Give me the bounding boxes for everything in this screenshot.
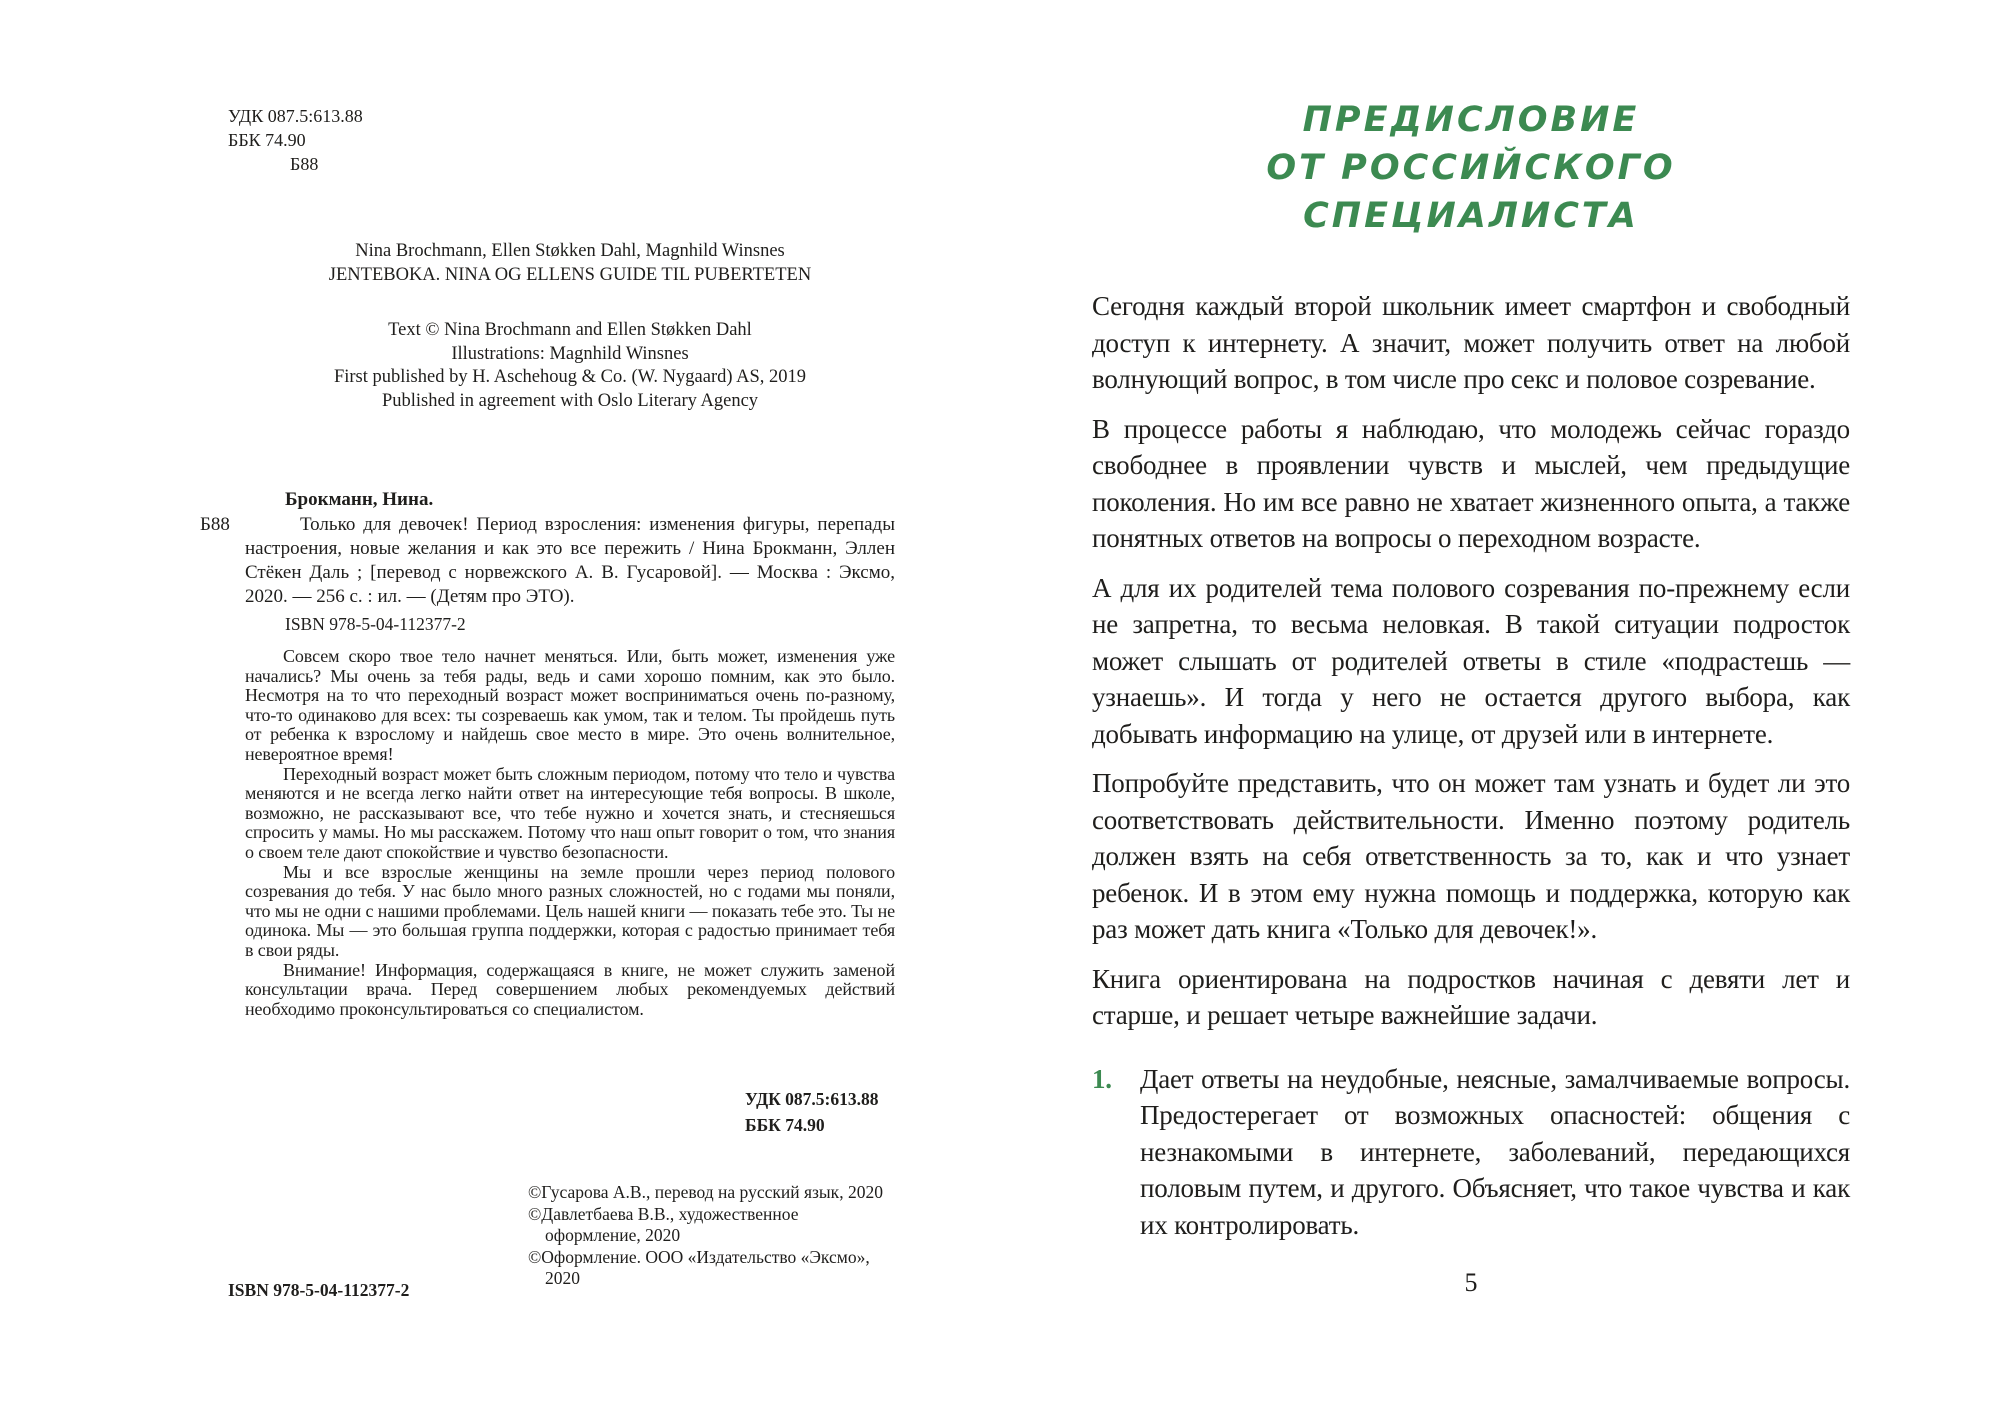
text-copyright-line: Text © Nina Brochmann and Ellen Støkken Dahl (388, 320, 752, 340)
author-code: Б88 (290, 154, 319, 174)
copyright-line: ©Давлетбаева В.В., художественное оформление, 2020 (528, 1203, 799, 1245)
illustrations-line: Illustrations: Magnhild Winsnes (451, 343, 689, 364)
preface-title-line2: ОТ РОССИЙСКОГО СПЕЦИАЛИСТА (1266, 148, 1676, 236)
first-published-line: First published by H. Aschehoug & Co. (W. Nygaard) AS, 2019 (333, 367, 807, 387)
agreement-line: Published in agreement with Oslo Literary Agency (381, 390, 759, 411)
body-paragraph: Попробуйте представить, что он может там узнать и будет ли это соответствовать действительности. Именно поэтому родитель должен взять на себя ответственность за то, как и что узнает ребенок. И в этом ему нужна помощь и поддержка, которую как раз может дать книга «Только для девочек!». (1092, 768, 1850, 944)
body-paragraph: Книга ориентирована на подростков начиная с девяти лет и старше, и решает четыре важнейшие задачи. (1092, 963, 1850, 1030)
original-authors: Nina Brochmann, Ellen Støkken Dahl, Magnhild Winsnes (355, 241, 785, 261)
list-number: 1. (1092, 1063, 1112, 1094)
spacer (245, 287, 895, 319)
copyright-line: ©Гусарова А.В., перевод на русский язык, 2020 (528, 1182, 883, 1202)
udk-classification-top (228, 104, 363, 176)
page-number: 5 (1464, 1268, 1478, 1297)
body-paragraph: Сегодня каждый второй школьник имеет смартфон и свободный доступ к интернету. А значит, может получить ответ на любой волнующий вопрос, в том числе про секс и половое созревание. (1092, 291, 1850, 394)
annotation-paragraph: Мы и все взрослые женщины на земле прошли через период полового созревания до тебя. У нас было много разных сложностей, но с годами мы поняли, что мы не одни с нашими проблемами. Цель нашей книги — показать тебе это. Ты не одинока. Мы — это большая группа поддержки, которая с радостью принимает тебя в свои ряды. (245, 861, 895, 960)
original-edition-block (245, 240, 895, 413)
catalog-code: Б88 (200, 514, 230, 535)
bbk-line: ББК 74.90 (745, 1115, 825, 1135)
catalog-card (200, 488, 895, 1019)
preface-body (1092, 288, 1850, 1243)
numbered-list-item (1092, 1061, 1850, 1244)
preface-title-line1: ПРЕДИСЛОВИЕ (1302, 100, 1640, 140)
bbk-line: ББК 74.90 (228, 130, 306, 150)
catalog-description: Только для девочек! Период взросления: изменения фигуры, перепады настроения, новые желания и как это все пережить / Нина Брокманн, Эллен Стёкен Даль ; [перевод с норвежского А. В. Гусаровой]. — Москва : Эксмо, 2020. — 256 с. : ил. — (Детям про ЭТО). (245, 514, 895, 607)
udk-line: УДК 087.5:613.88 (228, 106, 363, 126)
isbn-bottom: ISBN 978-5-04-112377-2 (228, 1280, 410, 1300)
annotation-paragraph: Переходный возраст может быть сложным периодом, потому что тело и чувства меняются и не всегда легко найти ответ на интересующие тебя вопросы. В школе, возможно, не рассказывают все, что тебе нужно и хочется знать, и стесняешься спросить у мамы. Но мы расскажем. Потому что наш опыт говорит о том, что знания о своем теле дают спокойствие и чувство безопасности. (245, 763, 895, 862)
copyright-block (528, 1182, 894, 1290)
original-title: JENTEBOKA. NINA OG ELLENS GUIDE TIL PUBERTETEN (328, 264, 812, 285)
udk-line: УДК 087.5:613.88 (745, 1089, 879, 1109)
body-paragraph: А для их родителей тема полового созревания по-прежнему если не запретна, то весьма неловкая. В такой ситуации подросток может слышать от родителей ответы в стиле «подрастешь — узнаешь». И тогда у него не остается другого выбора, как добывать информацию на улице, от друзей или в интернете. (1092, 572, 1850, 749)
annotation-paragraph: Внимание! Информация, содержащаяся в книге, не может служить заменой консультации врача. Перед совершением любых рекомендуемых действий необходимо проконсультироваться со специалистом. (245, 959, 895, 1019)
catalog-author-heading: Брокманн, Нина. (285, 489, 434, 510)
right-page-preface (1000, 0, 2000, 1418)
body-paragraph: В процессе работы я наблюдаю, что молодежь сейчас гораздо свободнее в проявлении чувств и мыслей, чем предыдущие поколения. Но им все равно не хватает жизненного опыта, а также понятных ответов на вопросы о переходном возрасте. (1092, 413, 1850, 553)
catalog-record (200, 513, 895, 609)
annotation-paragraph: Совсем скоро твое тело начнет меняться. Или, быть может, изменения уже начались? Мы очень за тебя рады, ведь и сами хорошо помним, как это было. Несмотря на то что переходный возраст может восприниматься очень по-разному, что-то одинаково для всех: ты созреваешь как умом, так и телом. Ты пройдешь путь от ребенка к взрослому и найдешь свое место в мире. Это очень волнительное, невероятное время! (245, 646, 895, 764)
preface-title (1092, 96, 1850, 240)
copyright-line: ©Оформление. ООО «Издательство «Эксмо», 2020 (528, 1246, 870, 1288)
list-text: Дает ответы на неудобные, неясные, замалчиваемые вопросы. Предостерегает от возможных опасностей: общения с незнакомыми в интернете, заболеваний, передающихся половым путем, и другого. Объясняет, что такое чувства и как их контролировать. (1140, 1063, 1850, 1240)
udk-classification-bottom (745, 1086, 879, 1138)
catalog-isbn: ISBN 978-5-04-112377-2 (285, 614, 466, 634)
